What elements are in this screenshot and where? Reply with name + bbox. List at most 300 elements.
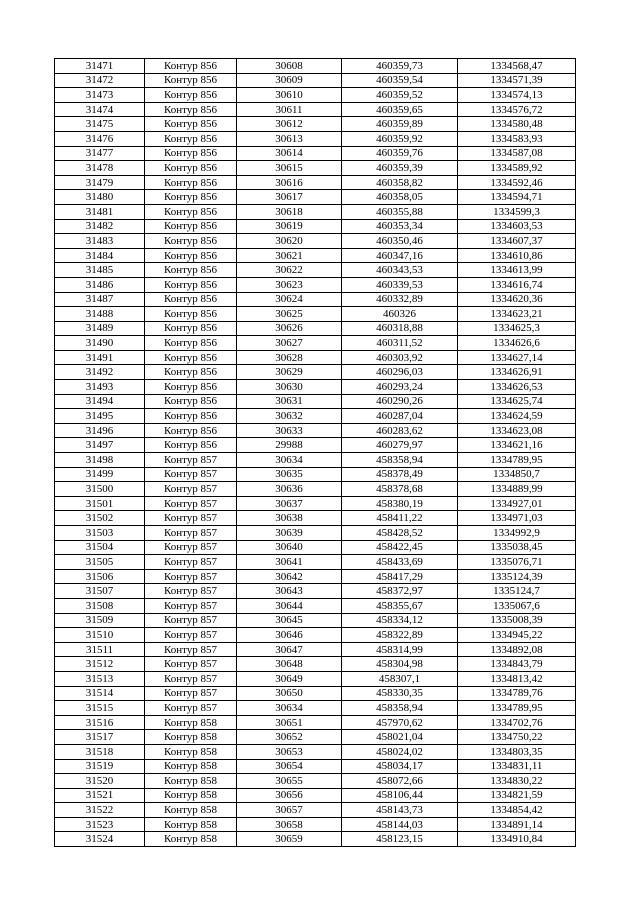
x-coordinate-cell: 458322,89 xyxy=(342,628,458,643)
point-number-cell: 30622 xyxy=(237,263,342,278)
x-coordinate-cell: 460303,92 xyxy=(342,350,458,365)
contour-name-cell: Контур 858 xyxy=(145,803,237,818)
point-number-cell: 30611 xyxy=(237,102,342,117)
table-row xyxy=(55,569,576,584)
point-number-cell: 30653 xyxy=(237,744,342,759)
x-coordinate-cell: 458378,68 xyxy=(342,482,458,497)
x-coordinate-cell: 458378,49 xyxy=(342,467,458,482)
point-number-cell: 30616 xyxy=(237,175,342,190)
table-row xyxy=(55,832,576,847)
contour-name-cell: Контур 857 xyxy=(145,569,237,584)
row-number-cell: 31497 xyxy=(55,438,145,453)
table-row xyxy=(55,263,576,278)
point-number-cell: 30624 xyxy=(237,292,342,307)
row-number-cell: 31481 xyxy=(55,204,145,219)
table-row xyxy=(55,73,576,88)
point-number-cell: 30628 xyxy=(237,350,342,365)
row-number-cell: 31513 xyxy=(55,671,145,686)
y-coordinate-cell: 1335067,6 xyxy=(458,598,576,613)
point-number-cell: 30645 xyxy=(237,613,342,628)
row-number-cell: 31472 xyxy=(55,73,145,88)
contour-name-cell: Контур 856 xyxy=(145,161,237,176)
row-number-cell: 31490 xyxy=(55,336,145,351)
point-number-cell: 30617 xyxy=(237,190,342,205)
x-coordinate-cell: 460359,92 xyxy=(342,131,458,146)
point-number-cell: 30637 xyxy=(237,496,342,511)
row-number-cell: 31506 xyxy=(55,569,145,584)
y-coordinate-cell: 1334610,86 xyxy=(458,248,576,263)
x-coordinate-cell: 458334,12 xyxy=(342,613,458,628)
point-number-cell: 30649 xyxy=(237,671,342,686)
table-row xyxy=(55,467,576,482)
x-coordinate-cell: 460358,82 xyxy=(342,175,458,190)
y-coordinate-cell: 1334620,36 xyxy=(458,292,576,307)
table-row xyxy=(55,526,576,541)
table-row xyxy=(55,59,576,74)
contour-name-cell: Контур 857 xyxy=(145,555,237,570)
contour-name-cell: Контур 857 xyxy=(145,540,237,555)
row-number-cell: 31496 xyxy=(55,423,145,438)
y-coordinate-cell: 1334927,01 xyxy=(458,496,576,511)
y-coordinate-cell: 1334613,99 xyxy=(458,263,576,278)
x-coordinate-cell: 458314,99 xyxy=(342,642,458,657)
table-row xyxy=(55,803,576,818)
y-coordinate-cell: 1334626,53 xyxy=(458,380,576,395)
x-coordinate-cell: 460318,88 xyxy=(342,321,458,336)
y-coordinate-cell: 1334789,95 xyxy=(458,701,576,716)
y-coordinate-cell: 1334892,08 xyxy=(458,642,576,657)
point-number-cell: 30609 xyxy=(237,73,342,88)
row-number-cell: 31515 xyxy=(55,701,145,716)
contour-name-cell: Контур 858 xyxy=(145,730,237,745)
y-coordinate-cell: 1334589,92 xyxy=(458,161,576,176)
point-number-cell: 30647 xyxy=(237,642,342,657)
point-number-cell: 30627 xyxy=(237,336,342,351)
point-number-cell: 30646 xyxy=(237,628,342,643)
table-row xyxy=(55,438,576,453)
x-coordinate-cell: 460283,62 xyxy=(342,423,458,438)
point-number-cell: 30657 xyxy=(237,803,342,818)
table-row xyxy=(55,204,576,219)
table-row xyxy=(55,175,576,190)
contour-name-cell: Контур 857 xyxy=(145,701,237,716)
row-number-cell: 31498 xyxy=(55,453,145,468)
row-number-cell: 31500 xyxy=(55,482,145,497)
table-row xyxy=(55,190,576,205)
x-coordinate-cell: 460358,05 xyxy=(342,190,458,205)
y-coordinate-cell: 1334623,21 xyxy=(458,307,576,322)
row-number-cell: 31491 xyxy=(55,350,145,365)
x-coordinate-cell: 460359,89 xyxy=(342,117,458,132)
x-coordinate-cell: 458304,98 xyxy=(342,657,458,672)
point-number-cell: 30636 xyxy=(237,482,342,497)
table-row xyxy=(55,759,576,774)
point-number-cell: 30652 xyxy=(237,730,342,745)
table-row xyxy=(55,234,576,249)
contour-name-cell: Контур 856 xyxy=(145,438,237,453)
x-coordinate-cell: 460279,97 xyxy=(342,438,458,453)
y-coordinate-cell: 1334580,48 xyxy=(458,117,576,132)
point-number-cell: 30612 xyxy=(237,117,342,132)
point-number-cell: 30638 xyxy=(237,511,342,526)
x-coordinate-cell: 460326 xyxy=(342,307,458,322)
row-number-cell: 31508 xyxy=(55,598,145,613)
x-coordinate-cell: 458358,94 xyxy=(342,701,458,716)
contour-name-cell: Контур 857 xyxy=(145,467,237,482)
x-coordinate-cell: 460296,03 xyxy=(342,365,458,380)
x-coordinate-cell: 458024,02 xyxy=(342,744,458,759)
coordinates-table xyxy=(54,58,576,847)
point-number-cell: 30641 xyxy=(237,555,342,570)
row-number-cell: 31523 xyxy=(55,817,145,832)
contour-name-cell: Контур 856 xyxy=(145,263,237,278)
y-coordinate-cell: 1334627,14 xyxy=(458,350,576,365)
contour-name-cell: Контур 857 xyxy=(145,511,237,526)
x-coordinate-cell: 458428,52 xyxy=(342,526,458,541)
table-row xyxy=(55,482,576,497)
y-coordinate-cell: 1335008,39 xyxy=(458,613,576,628)
y-coordinate-cell: 1334830,22 xyxy=(458,774,576,789)
row-number-cell: 31478 xyxy=(55,161,145,176)
x-coordinate-cell: 460353,34 xyxy=(342,219,458,234)
y-coordinate-cell: 1334945,22 xyxy=(458,628,576,643)
contour-name-cell: Контур 856 xyxy=(145,190,237,205)
point-number-cell: 30619 xyxy=(237,219,342,234)
y-coordinate-cell: 1334910,84 xyxy=(458,832,576,847)
table-row xyxy=(55,511,576,526)
contour-name-cell: Контур 858 xyxy=(145,817,237,832)
contour-name-cell: Контур 857 xyxy=(145,482,237,497)
table-row xyxy=(55,146,576,161)
y-coordinate-cell: 1334750,22 xyxy=(458,730,576,745)
x-coordinate-cell: 460359,65 xyxy=(342,102,458,117)
point-number-cell: 30633 xyxy=(237,423,342,438)
contour-name-cell: Контур 857 xyxy=(145,613,237,628)
table-row xyxy=(55,715,576,730)
table-row xyxy=(55,613,576,628)
y-coordinate-cell: 1334789,76 xyxy=(458,686,576,701)
x-coordinate-cell: 460359,73 xyxy=(342,59,458,74)
x-coordinate-cell: 457970,62 xyxy=(342,715,458,730)
contour-name-cell: Контур 857 xyxy=(145,671,237,686)
y-coordinate-cell: 1334571,39 xyxy=(458,73,576,88)
table-row xyxy=(55,788,576,803)
contour-name-cell: Контур 856 xyxy=(145,292,237,307)
row-number-cell: 31511 xyxy=(55,642,145,657)
row-number-cell: 31482 xyxy=(55,219,145,234)
table-row xyxy=(55,540,576,555)
y-coordinate-cell: 1334583,93 xyxy=(458,131,576,146)
contour-name-cell: Контур 857 xyxy=(145,453,237,468)
contour-name-cell: Контур 858 xyxy=(145,788,237,803)
point-number-cell: 30648 xyxy=(237,657,342,672)
row-number-cell: 31510 xyxy=(55,628,145,643)
row-number-cell: 31509 xyxy=(55,613,145,628)
table-row xyxy=(55,817,576,832)
x-coordinate-cell: 460287,04 xyxy=(342,409,458,424)
row-number-cell: 31514 xyxy=(55,686,145,701)
table-row xyxy=(55,219,576,234)
y-coordinate-cell: 1334621,16 xyxy=(458,438,576,453)
x-coordinate-cell: 458358,94 xyxy=(342,453,458,468)
x-coordinate-cell: 458433,69 xyxy=(342,555,458,570)
y-coordinate-cell: 1334594,71 xyxy=(458,190,576,205)
x-coordinate-cell: 458034,17 xyxy=(342,759,458,774)
y-coordinate-cell: 1334889,99 xyxy=(458,482,576,497)
point-number-cell: 30658 xyxy=(237,817,342,832)
point-number-cell: 30650 xyxy=(237,686,342,701)
point-number-cell: 30642 xyxy=(237,569,342,584)
y-coordinate-cell: 1334625,74 xyxy=(458,394,576,409)
x-coordinate-cell: 460332,89 xyxy=(342,292,458,307)
table-row xyxy=(55,686,576,701)
y-coordinate-cell: 1334702,76 xyxy=(458,715,576,730)
y-coordinate-cell: 1334821,59 xyxy=(458,788,576,803)
y-coordinate-cell: 1334854,42 xyxy=(458,803,576,818)
table-row xyxy=(55,774,576,789)
y-coordinate-cell: 1334625,3 xyxy=(458,321,576,336)
table-row xyxy=(55,657,576,672)
row-number-cell: 31479 xyxy=(55,175,145,190)
row-number-cell: 31521 xyxy=(55,788,145,803)
row-number-cell: 31476 xyxy=(55,131,145,146)
contour-name-cell: Контур 856 xyxy=(145,175,237,190)
y-coordinate-cell: 1334623,08 xyxy=(458,423,576,438)
point-number-cell: 30634 xyxy=(237,453,342,468)
y-coordinate-cell: 1334599,3 xyxy=(458,204,576,219)
x-coordinate-cell: 460359,76 xyxy=(342,146,458,161)
point-number-cell: 30654 xyxy=(237,759,342,774)
table-row xyxy=(55,730,576,745)
contour-name-cell: Контур 857 xyxy=(145,686,237,701)
point-number-cell: 30634 xyxy=(237,701,342,716)
row-number-cell: 31474 xyxy=(55,102,145,117)
row-number-cell: 31493 xyxy=(55,380,145,395)
contour-name-cell: Контур 856 xyxy=(145,131,237,146)
contour-name-cell: Контур 856 xyxy=(145,336,237,351)
contour-name-cell: Контур 856 xyxy=(145,117,237,132)
point-number-cell: 30610 xyxy=(237,88,342,103)
x-coordinate-cell: 460293,24 xyxy=(342,380,458,395)
row-number-cell: 31492 xyxy=(55,365,145,380)
x-coordinate-cell: 460355,88 xyxy=(342,204,458,219)
table-row xyxy=(55,102,576,117)
point-number-cell: 30639 xyxy=(237,526,342,541)
y-coordinate-cell: 1334891,14 xyxy=(458,817,576,832)
table-row xyxy=(55,744,576,759)
contour-name-cell: Контур 856 xyxy=(145,307,237,322)
row-number-cell: 31505 xyxy=(55,555,145,570)
contour-name-cell: Контур 856 xyxy=(145,219,237,234)
row-number-cell: 31519 xyxy=(55,759,145,774)
point-number-cell: 30632 xyxy=(237,409,342,424)
y-coordinate-cell: 1334574,13 xyxy=(458,88,576,103)
point-number-cell: 30655 xyxy=(237,774,342,789)
table-row xyxy=(55,307,576,322)
row-number-cell: 31485 xyxy=(55,263,145,278)
point-number-cell: 30620 xyxy=(237,234,342,249)
contour-name-cell: Контур 856 xyxy=(145,380,237,395)
row-number-cell: 31499 xyxy=(55,467,145,482)
row-number-cell: 31484 xyxy=(55,248,145,263)
x-coordinate-cell: 458380,19 xyxy=(342,496,458,511)
point-number-cell: 30625 xyxy=(237,307,342,322)
y-coordinate-cell: 1334831,11 xyxy=(458,759,576,774)
y-coordinate-cell: 1334850,7 xyxy=(458,467,576,482)
contour-name-cell: Контур 858 xyxy=(145,832,237,847)
row-number-cell: 31512 xyxy=(55,657,145,672)
row-number-cell: 31489 xyxy=(55,321,145,336)
contour-name-cell: Контур 858 xyxy=(145,715,237,730)
row-number-cell: 31480 xyxy=(55,190,145,205)
point-number-cell: 30656 xyxy=(237,788,342,803)
x-coordinate-cell: 458307,1 xyxy=(342,671,458,686)
contour-name-cell: Контур 857 xyxy=(145,526,237,541)
table-row xyxy=(55,248,576,263)
table-row xyxy=(55,555,576,570)
contour-name-cell: Контур 856 xyxy=(145,204,237,219)
y-coordinate-cell: 1334992,9 xyxy=(458,526,576,541)
point-number-cell: 30643 xyxy=(237,584,342,599)
table-row xyxy=(55,394,576,409)
contour-name-cell: Контур 856 xyxy=(145,234,237,249)
table-row xyxy=(55,642,576,657)
row-number-cell: 31518 xyxy=(55,744,145,759)
contour-name-cell: Контур 856 xyxy=(145,423,237,438)
point-number-cell: 30631 xyxy=(237,394,342,409)
table-row xyxy=(55,701,576,716)
table-row xyxy=(55,453,576,468)
x-coordinate-cell: 460347,16 xyxy=(342,248,458,263)
y-coordinate-cell: 1335124,7 xyxy=(458,584,576,599)
row-number-cell: 31501 xyxy=(55,496,145,511)
table-row xyxy=(55,409,576,424)
contour-name-cell: Контур 856 xyxy=(145,321,237,336)
y-coordinate-cell: 1334971,03 xyxy=(458,511,576,526)
x-coordinate-cell: 460339,53 xyxy=(342,277,458,292)
x-coordinate-cell: 460359,39 xyxy=(342,161,458,176)
x-coordinate-cell: 458411,22 xyxy=(342,511,458,526)
row-number-cell: 31475 xyxy=(55,117,145,132)
y-coordinate-cell: 1334568,47 xyxy=(458,59,576,74)
contour-name-cell: Контур 858 xyxy=(145,744,237,759)
y-coordinate-cell: 1335038,45 xyxy=(458,540,576,555)
x-coordinate-cell: 460311,52 xyxy=(342,336,458,351)
contour-name-cell: Контур 857 xyxy=(145,584,237,599)
row-number-cell: 31483 xyxy=(55,234,145,249)
point-number-cell: 30630 xyxy=(237,380,342,395)
table-row xyxy=(55,598,576,613)
table-row xyxy=(55,350,576,365)
x-coordinate-cell: 458422,45 xyxy=(342,540,458,555)
row-number-cell: 31516 xyxy=(55,715,145,730)
y-coordinate-cell: 1334587,08 xyxy=(458,146,576,161)
y-coordinate-cell: 1334592,46 xyxy=(458,175,576,190)
y-coordinate-cell: 1334626,91 xyxy=(458,365,576,380)
x-coordinate-cell: 458355,67 xyxy=(342,598,458,613)
table-row xyxy=(55,161,576,176)
contour-name-cell: Контур 856 xyxy=(145,59,237,74)
y-coordinate-cell: 1334616,74 xyxy=(458,277,576,292)
contour-name-cell: Контур 857 xyxy=(145,598,237,613)
contour-name-cell: Контур 856 xyxy=(145,394,237,409)
row-number-cell: 31507 xyxy=(55,584,145,599)
x-coordinate-cell: 460359,54 xyxy=(342,73,458,88)
table-row xyxy=(55,380,576,395)
table-row xyxy=(55,336,576,351)
point-number-cell: 30659 xyxy=(237,832,342,847)
x-coordinate-cell: 460290,26 xyxy=(342,394,458,409)
contour-name-cell: Контур 858 xyxy=(145,774,237,789)
table-row xyxy=(55,496,576,511)
contour-name-cell: Контур 856 xyxy=(145,88,237,103)
row-number-cell: 31494 xyxy=(55,394,145,409)
y-coordinate-cell: 1334843,79 xyxy=(458,657,576,672)
x-coordinate-cell: 460343,53 xyxy=(342,263,458,278)
point-number-cell: 30608 xyxy=(237,59,342,74)
contour-name-cell: Контур 856 xyxy=(145,350,237,365)
x-coordinate-cell: 458143,73 xyxy=(342,803,458,818)
x-coordinate-cell: 460359,52 xyxy=(342,88,458,103)
contour-name-cell: Контур 856 xyxy=(145,277,237,292)
point-number-cell: 30629 xyxy=(237,365,342,380)
x-coordinate-cell: 458144,03 xyxy=(342,817,458,832)
row-number-cell: 31487 xyxy=(55,292,145,307)
y-coordinate-cell: 1334626,6 xyxy=(458,336,576,351)
row-number-cell: 31477 xyxy=(55,146,145,161)
row-number-cell: 31495 xyxy=(55,409,145,424)
contour-name-cell: Контур 856 xyxy=(145,365,237,380)
table-row xyxy=(55,584,576,599)
row-number-cell: 31502 xyxy=(55,511,145,526)
y-coordinate-cell: 1335076,71 xyxy=(458,555,576,570)
x-coordinate-cell: 458123,15 xyxy=(342,832,458,847)
table-row xyxy=(55,292,576,307)
table-row xyxy=(55,671,576,686)
row-number-cell: 31504 xyxy=(55,540,145,555)
point-number-cell: 29988 xyxy=(237,438,342,453)
point-number-cell: 30644 xyxy=(237,598,342,613)
point-number-cell: 30635 xyxy=(237,467,342,482)
x-coordinate-cell: 458372,97 xyxy=(342,584,458,599)
table-row xyxy=(55,628,576,643)
contour-name-cell: Контур 856 xyxy=(145,146,237,161)
y-coordinate-cell: 1334813,42 xyxy=(458,671,576,686)
y-coordinate-cell: 1334624,59 xyxy=(458,409,576,424)
row-number-cell: 31520 xyxy=(55,774,145,789)
coordinates-table-body xyxy=(55,59,576,847)
point-number-cell: 30651 xyxy=(237,715,342,730)
table-row xyxy=(55,277,576,292)
x-coordinate-cell: 458072,66 xyxy=(342,774,458,789)
point-number-cell: 30615 xyxy=(237,161,342,176)
row-number-cell: 31522 xyxy=(55,803,145,818)
contour-name-cell: Контур 856 xyxy=(145,409,237,424)
point-number-cell: 30613 xyxy=(237,131,342,146)
point-number-cell: 30618 xyxy=(237,204,342,219)
contour-name-cell: Контур 857 xyxy=(145,496,237,511)
x-coordinate-cell: 458021,04 xyxy=(342,730,458,745)
row-number-cell: 31524 xyxy=(55,832,145,847)
x-coordinate-cell: 458106,44 xyxy=(342,788,458,803)
x-coordinate-cell: 458330,35 xyxy=(342,686,458,701)
point-number-cell: 30640 xyxy=(237,540,342,555)
row-number-cell: 31473 xyxy=(55,88,145,103)
row-number-cell: 31517 xyxy=(55,730,145,745)
contour-name-cell: Контур 856 xyxy=(145,73,237,88)
x-coordinate-cell: 458417,29 xyxy=(342,569,458,584)
y-coordinate-cell: 1334576,72 xyxy=(458,102,576,117)
